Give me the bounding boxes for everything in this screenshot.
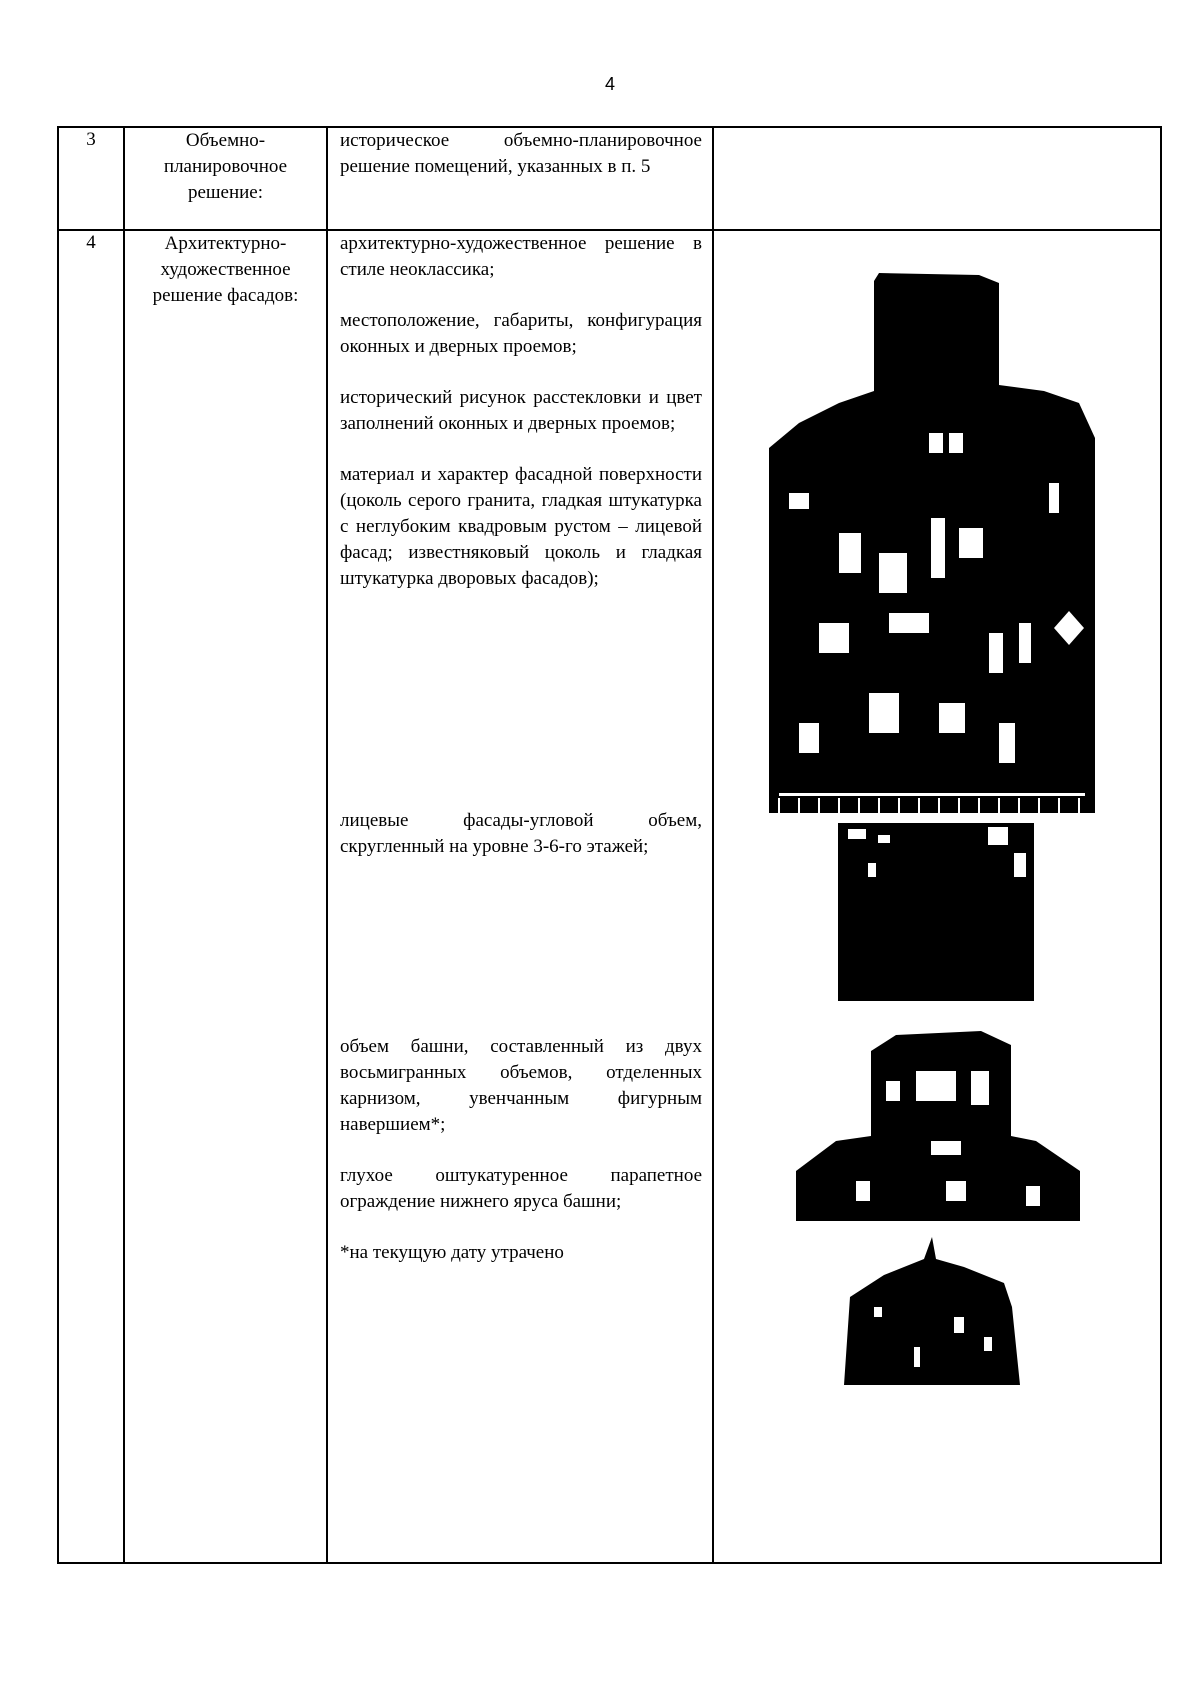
row-title: Объемно-планировочное решение: <box>124 127 327 230</box>
row-description <box>327 127 713 230</box>
photo-cell-empty <box>713 127 1161 230</box>
description-item: глухое оштукатуренное парапетное ограждение нижнего яруса башни; <box>340 1165 702 1212</box>
protected-features-table <box>57 126 1162 1564</box>
description-item: объем башни, составленный из двух восьмигранных объемов, отделенных карнизом, увенчанным фигурным навершием*; <box>340 1036 702 1135</box>
building-corner-photo <box>769 273 1095 813</box>
description-item: местоположение, габариты, конфигурация оконных и дверных проемов; <box>340 310 702 357</box>
description-item: лицевые фасады-угловой объем, скругленный на уровне 3-6-го этажей; <box>340 810 702 857</box>
description-item: *на текущую дату утрачено <box>340 1242 564 1263</box>
row-number: 3 <box>58 127 124 230</box>
table-row <box>58 127 1161 230</box>
photo-cell <box>713 230 1161 1563</box>
description-item: архитектурно-художественное решение в стиле неоклассика; <box>340 233 702 280</box>
corner-volume-photo <box>838 823 1034 1001</box>
description-item: историческое объемно-планировочное решение помещений, указанных в п. 5 <box>340 130 702 177</box>
page-number: 4 <box>604 74 615 94</box>
row-title: Архитектурно-художественное решение фасадов: <box>124 230 327 1563</box>
tower-tier-photo <box>796 1031 1080 1221</box>
description-item: материал и характер фасадной поверхности (цоколь серого гранита, гладкая штукатурка с неглубоким квадровым рустом – лицевой фасад; известняковый цоколь и гладкая штукатурка дворовых фасадов); <box>340 464 702 589</box>
description-item: исторический рисунок расстекловки и цвет заполнений оконных и дверных проемов; <box>340 387 702 434</box>
tower-top-photo <box>844 1237 1020 1385</box>
table-row <box>58 230 1161 1563</box>
row-number: 4 <box>58 230 124 1563</box>
row-description <box>327 230 713 1563</box>
